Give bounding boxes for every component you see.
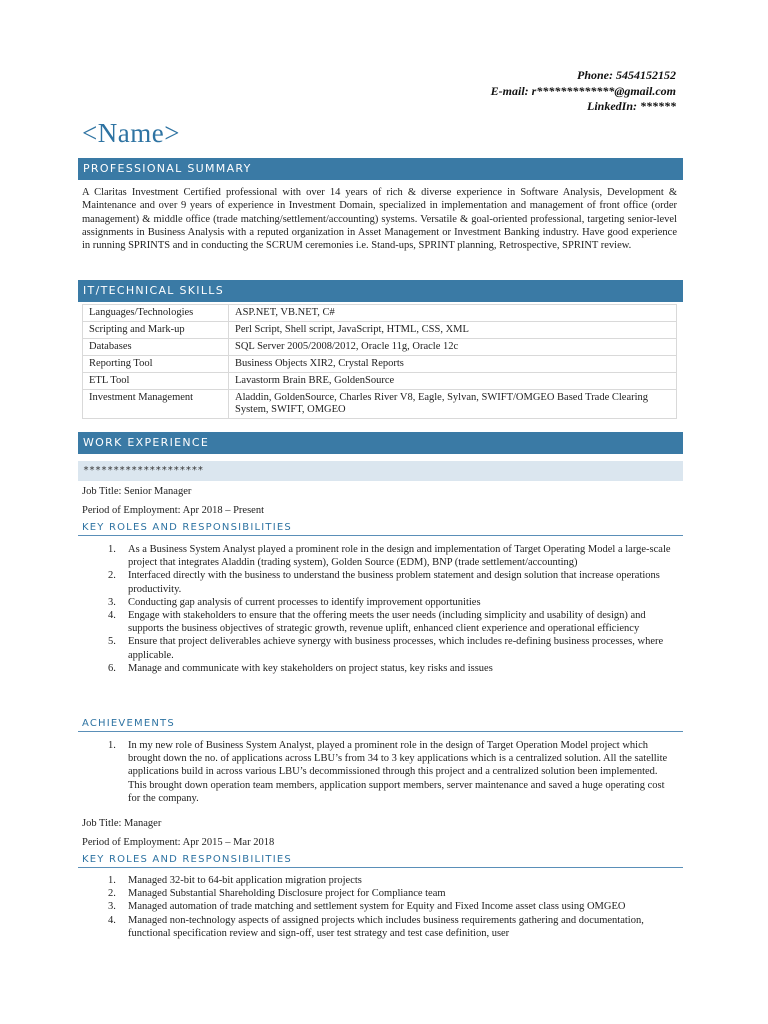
table-row	[83, 390, 677, 419]
skill-key: ETL Tool	[83, 373, 229, 390]
employment-period: Period of Employment: Apr 2018 – Present	[82, 505, 264, 516]
skill-key: Languages/Technologies	[83, 305, 229, 322]
email: E-mail: r*************@gmail.com	[490, 83, 676, 98]
list-item	[108, 900, 673, 913]
list-item	[108, 609, 673, 635]
table-row	[83, 373, 677, 390]
list-number: 6.	[108, 662, 116, 674]
list-text: Manage and communicate with key stakeholders on project status, key risks and issues	[128, 662, 493, 674]
skill-value: Aladdin, GoldenSource, Charles River V8, Eagle, Sylvan, SWIFT/OMGEO Based Trade Clearing System, SWIFT, OMGEO	[229, 390, 677, 419]
roles-heading: KEY ROLES AND RESPONSIBILITIES	[78, 853, 683, 868]
skill-key: Reporting Tool	[83, 356, 229, 373]
list-text: Managed 32-bit to 64-bit application migration projects	[128, 875, 362, 886]
list-number: 3.	[108, 596, 116, 608]
section-banner-skills: IT/TECHNICAL SKILLS	[78, 280, 683, 302]
list-text: Managed automation of trade matching and settlement system for Equity and Fixed Income asset class using OMGEO	[128, 901, 626, 913]
skill-value: ASP.NET, VB.NET, C#	[229, 305, 677, 322]
list-number: 3.	[108, 901, 116, 913]
linkedin: LinkedIn: ******	[586, 99, 676, 113]
employment-period: Period of Employment: Apr 2015 – Mar 2018	[82, 837, 275, 848]
list-number: 4.	[108, 610, 116, 622]
list-item	[108, 543, 673, 569]
contact-block	[491, 68, 676, 115]
list-number: 4.	[108, 914, 116, 926]
roles-list	[108, 874, 673, 940]
roles-heading: KEY ROLES AND RESPONSIBILITIES	[78, 521, 683, 536]
list-item	[108, 662, 673, 675]
roles-list	[108, 543, 673, 675]
list-number: 2.	[108, 888, 116, 900]
candidate-name: <Name>	[82, 118, 180, 148]
list-text: Engage with stakeholders to ensure that the offering meets the user needs (including simplicity and usability of design) and supports the business objectives of strategic growth, revenue uplift, enhanced client experience and operational efficiency	[128, 610, 646, 635]
list-item	[108, 635, 673, 661]
skill-value: Lavastorm Brain BRE, GoldenSource	[229, 373, 677, 390]
list-item	[108, 887, 673, 900]
list-number: 2.	[108, 570, 116, 582]
section-banner-summary: PROFESSIONAL SUMMARY	[78, 158, 683, 180]
skills-table	[82, 304, 677, 419]
list-number: 1.	[108, 875, 116, 886]
list-text: Managed Substantial Shareholding Disclosure project for Compliance team	[128, 888, 446, 900]
list-number: 5.	[108, 636, 116, 648]
company-name: ********************	[78, 461, 683, 481]
list-text: Ensure that project deliverables achieve synergy with business processes, which includes re-defining business processes, where applicable.	[128, 636, 664, 661]
skill-value: SQL Server 2005/2008/2012, Oracle 11g, Oracle 12c	[229, 339, 677, 356]
list-text: As a Business System Analyst played a prominent role in the design and implementation of Target Operating Model a large-scale project that integrates Aladdin (trading system), Golden Source (EDM), BNP (trade settlement/accounting)	[128, 544, 671, 569]
achievements-list	[108, 739, 673, 805]
table-row	[83, 339, 677, 356]
achievements-heading: ACHIEVEMENTS	[78, 717, 683, 732]
list-text: In my new role of Business System Analyst, played a prominent role in the design of Target Operation Model project which brought down the no. of applications across LBU’s from 34 to 3 key applications which is a centralized solution. All the satellite applications build in across various LBU’s decommissioned through this project and a centralized solution been implemented. This brought down operation team members, application support members, server maintenance and saved a huge operating cost for the company.	[128, 740, 668, 804]
list-item	[108, 569, 673, 595]
list-text: Managed non-technology aspects of assigned projects which includes business requirements gathering and documentation, functional specification review and sign-off, user test strategy and test case definition, user	[128, 914, 644, 939]
list-number: 1.	[108, 740, 116, 751]
list-item	[108, 874, 673, 887]
list-item	[108, 914, 673, 940]
table-row	[83, 305, 677, 322]
skill-key: Scripting and Mark-up	[83, 322, 229, 339]
skill-value: Perl Script, Shell script, JavaScript, HTML, CSS, XML	[229, 322, 677, 339]
job-title: Job Title: Senior Manager	[82, 486, 192, 497]
summary-text: A Claritas Investment Certified professional with over 14 years of rich & diverse experience in Software Analysis, Development & Maintenance and over 9 years of experience in Investment Domain, specialized in implementation and management of front office (order management) & middle office (trade matching/settlement/accounting) systems. Versatile & goal-oriented professional, targeting senior-level assignments in Business Analysis with a reputed organization in Asset Management or Investment Banking industry. Have good experience in running SPRINTS and in conducting the SCRUM ceremonies i.e. Stand-ups, SPRINT planning, Retrospective, SPRINT review.	[82, 187, 677, 252]
list-text: Interfaced directly with the business to understand the business problem statement and design solution that increase operations productivity.	[128, 570, 660, 595]
skill-key: Investment Management	[83, 390, 229, 419]
list-text: Conducting gap analysis of current processes to identify improvement opportunities	[128, 596, 481, 608]
phone: Phone: 5454152152	[577, 68, 676, 82]
skill-value: Business Objects XIR2, Crystal Reports	[229, 356, 677, 373]
section-banner-experience: WORK EXPERIENCE	[78, 432, 683, 454]
job-title: Job Title: Manager	[82, 818, 162, 829]
table-row	[83, 322, 677, 339]
list-item	[108, 739, 673, 805]
table-row	[83, 356, 677, 373]
list-number: 1.	[108, 544, 116, 555]
skill-key: Databases	[83, 339, 229, 356]
list-item	[108, 596, 673, 609]
